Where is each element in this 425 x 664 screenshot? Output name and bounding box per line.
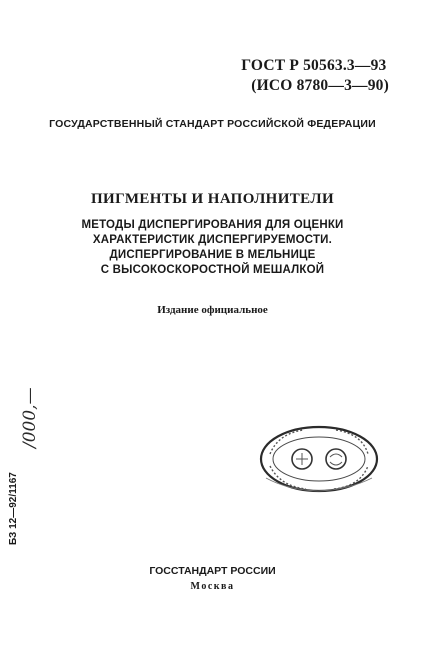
state-standard-heading: ГОСУДАРСТВЕННЫЙ СТАНДАРТ РОССИЙСКОЙ ФЕДЕРАЦИИ <box>49 118 376 130</box>
gost-code: ГОСТ Р 50563.3—93 <box>241 57 387 74</box>
handwritten-note: /000,— <box>20 387 40 448</box>
subtitle-line: МЕТОДЫ ДИСПЕРГИРОВАНИЯ ДЛЯ ОЦЕНКИ <box>81 219 344 231</box>
publisher-name: ГОССТАНДАРТ РОССИИ <box>149 565 276 577</box>
subtitle-line: ХАРАКТЕРИСТИК ДИСПЕРГИРУЕМОСТИ. <box>92 234 333 246</box>
library-seal-stamp <box>258 424 380 494</box>
standard-codes <box>241 56 389 96</box>
edition-label: Издание официальное <box>157 304 268 316</box>
iso-code: (ИСО 8780—3—90) <box>251 77 389 94</box>
side-registration-stamp: БЗ 12—92/1167 <box>8 472 19 545</box>
document-subtitle <box>0 218 425 278</box>
subtitle-line: С ВЫСОКОСКОРОСТНОЙ МЕШАЛКОЙ <box>100 264 325 276</box>
document-title: ПИГМЕНТЫ И НАПОЛНИТЕЛИ <box>90 191 335 207</box>
subtitle-line: ДИСПЕРГИРОВАНИЕ В МЕЛЬНИЦЕ <box>109 249 316 261</box>
publisher-city: Москва <box>190 581 235 592</box>
